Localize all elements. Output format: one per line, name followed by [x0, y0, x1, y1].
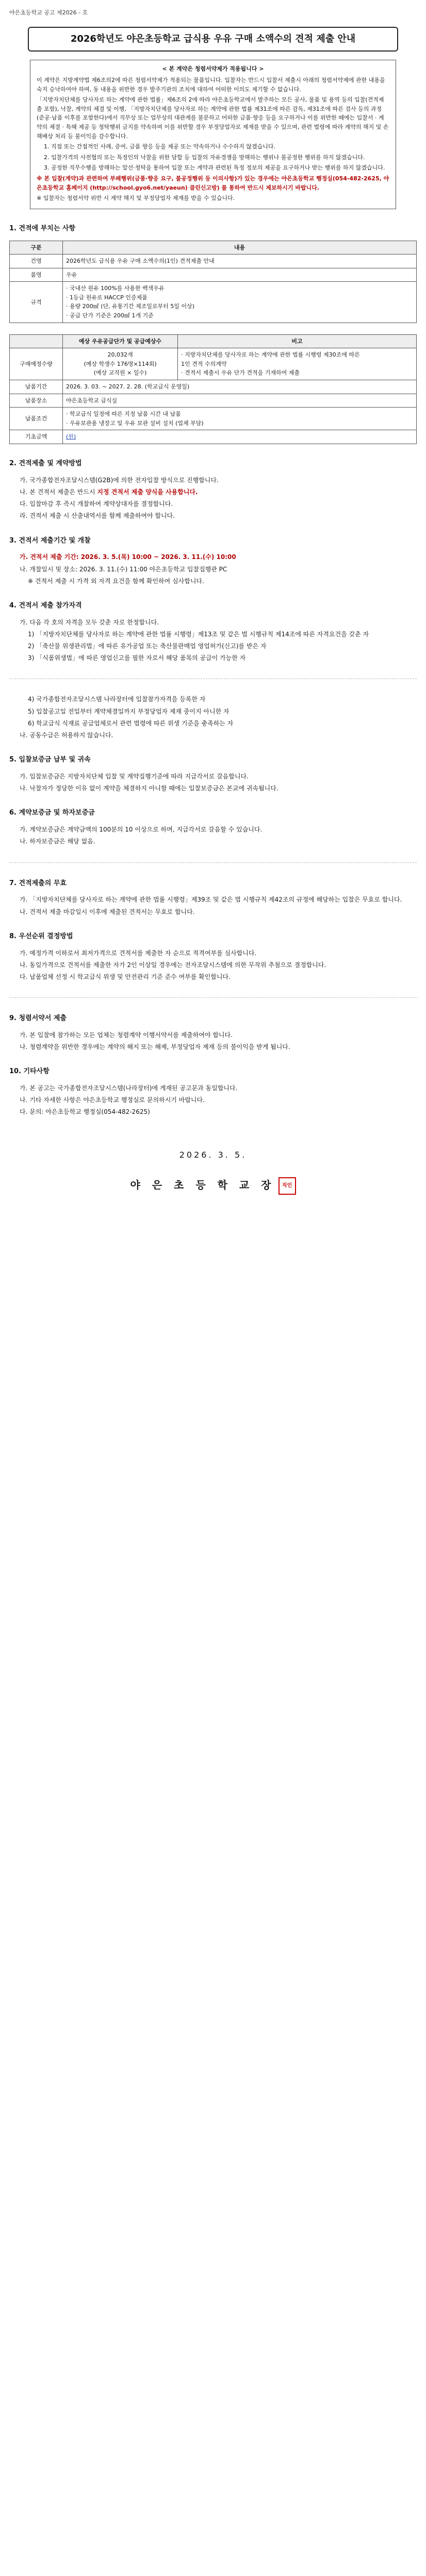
table-header: 비고	[178, 334, 417, 348]
notice-line: 1. 직접 또는 간접적인 사례, 증여, 금품 향응 등을 제공 또는 약속하거나 수수하지 않겠습니다.	[44, 143, 275, 150]
text-line: 가. 예정가격 이하로서 최저가격으로 견적서를 제출한 자 순으로 적격여부를 심사합니다.	[20, 949, 257, 957]
section-heading: 8. 우선순위 결정방법	[9, 932, 73, 940]
text-line: 다. 입찰마감 후 즉시 개찰하여 계약상대자를 결정합니다.	[20, 500, 173, 508]
table-header: 내용	[63, 241, 417, 255]
text-line: 가. 다음 각 호의 자격을 모두 갖춘 자로 한정합니다.	[20, 618, 159, 626]
table-row	[10, 380, 417, 394]
notice-date: 2026. 3. 5.	[179, 1149, 247, 1160]
notice-warning: ※ 본 입찰(계약)과 관련하여 부패행위(금품·향응 요구, 불공정행위 등 이의사항)가 있는 경우에는 야은초등학교 행정실(054-482-2625, 야은초등학교 홈페이지 (http://school.gyo6.net/yaeun) 클린신고방) 를 통하여 반드시 제보하시기 바랍니다.	[37, 175, 389, 191]
table-cell: · 지방자치단체를 당사자로 하는 계약에 관한 법률 시행령 제30조에 따른 1인 견적 수의계약 · 견적서 제출시 우유 단가 견적을 기재하여 제출	[178, 348, 417, 380]
text-line: 가. 본 입찰에 참가하는 모든 업체는 청렴계약 이행서약서를 제출하여야 합니다.	[20, 1031, 233, 1039]
page-break-divider	[9, 862, 417, 863]
page-break-divider	[9, 997, 417, 998]
section-heading: 2. 견적제출 및 계약방법	[9, 460, 82, 467]
table-cell: · 학교급식 일정에 따른 지정 납품 시간 내 납품 · 우유보관용 냉장고 및 우유 보관 설비 설치 (업체 부담)	[63, 408, 417, 430]
table-row	[10, 394, 417, 408]
text-line: 3) 「식품위생법」에 따른 영업신고를 필한 자로서 해당 품목의 공급이 가능한 자	[28, 654, 246, 662]
text-line: 2) 「축산물 위생관리법」에 따른 유가공업 또는 축산물판매업 영업허가(신고)를 받은 자	[28, 642, 267, 650]
text-line: 가. 「지방자치단체를 당사자로 하는 계약에 관한 법률 시행령」제39조 및 같은 법 시행규칙 제42조의 규정에 해당하는 입찰은 무효로 합니다.	[20, 896, 402, 904]
notice-line: 「지방자치단체를 당사자로 하는 계약에 관한 법률」제6조의 2에 따라 야은초등학교에서 발주하는 모든 공사, 물품 및 용역 등의 입찰(견적제출 포함), 낙찰, 계약의 체결 및 이행, 「지방자치단체를 당사자로 하는 계약에 관한 법률 제31조에 따른 감독, 제31조에 따른 검사 등의 과정(준공·납품 이후를 포함한다)에서 직무상 또는 업무상의 대관계를 불문하고 어떠한 금품·향응 등을 요구하거나 이를 위반한 때에는 입찰서 · 계약의 체결 · 특혜 제공 등 청탁행위 금지를 약속하며 이를 위반할 경우 부정당업자로 제재를 받을 수 있으며, 관련 법령에 따라 계약의 해지 및 손해배상 처리 등 불이익을 감수합니다.	[37, 96, 389, 140]
text-line: 라. 견적서 제출 시 산출내역서를 함께 제출하여야 합니다.	[20, 512, 175, 520]
price-table	[9, 334, 417, 444]
text-line: 나. 견적서 제출 마감일시 이후에 제출된 견적서는 무효로 합니다.	[20, 908, 195, 916]
table-row	[10, 408, 417, 430]
text-line: 다. 문의: 야은초등학교 행정실(054-482-2625)	[20, 1108, 150, 1116]
table-cell: 2026. 3. 03. ~ 2027. 2. 28. (학교급식 운영일)	[63, 380, 417, 394]
text-line: 나. 낙찰자가 정당한 이유 없이 계약을 체결하지 아니할 때에는 입찰보증금은 본교에 귀속됩니다.	[20, 785, 278, 792]
section-heading: 7. 견적제출의 무효	[9, 879, 67, 887]
notice-heading: < 본 계약은 청렴서약제가 적용됩니다 >	[162, 65, 264, 73]
notice-note: ※ 입찰자는 청렴서약 위반 시 계약 해지 및 부정당업자 제재를 받을 수 있습니다.	[37, 195, 235, 202]
text-line: 나. 하자보증금은 해당 없음.	[20, 838, 95, 845]
notice-line: 2. 입찰가격의 사전협의 또는 특정인의 낙찰을 위한 담합 등 입찰의 자유경쟁을 방해하는 행위나 불공정한 행위를 하지 않겠습니다.	[44, 154, 365, 161]
table-header: 예상 우유공급단가 및 공급예상수	[63, 334, 178, 348]
table-cell: 2026학년도 급식용 우유 구매 소액수의(1인) 견적제출 안내	[63, 255, 417, 268]
gov-header: 야은초등학교 공고 제2026 - 호	[9, 9, 88, 16]
text-line: 나. 본 견적서 제출은 반드시 지정 견적서 제출 양식을 사용합니다.	[20, 488, 198, 496]
table-row	[10, 255, 417, 268]
table-cell: 품명	[10, 268, 63, 282]
table-row	[10, 282, 417, 323]
text-line: 다. 납품업체 선정 시 학교급식 위생 및 안전관리 기준 준수 여부를 확인합니다.	[20, 973, 231, 980]
table-cell: 우유	[63, 268, 417, 282]
table-cell: 20,032개 (예상 학생수 176명×114회) (예상 교직원 × 일수)	[63, 348, 178, 380]
official-seal: 직인	[278, 1177, 296, 1195]
text-line: 4) 국가종합전자조달시스템 나라장터에 입찰참가자격을 등록한 자	[28, 696, 206, 703]
text-line: 나. 공동수급은 허용하지 않습니다.	[20, 732, 113, 739]
section-heading: 3. 견적서 제출기간 및 개찰	[9, 536, 91, 545]
table-cell: 구매예정수량	[10, 348, 63, 380]
section-heading: 9. 청렴서약서 제출	[9, 1014, 67, 1023]
table-header	[10, 334, 63, 348]
table-cell: 규격	[10, 282, 63, 323]
text-line: 나. 동일가격으로 견적서를 제출한 자가 2인 이상일 경우에는 전자조달시스템에 의한 무작위 추첨으로 결정합니다.	[20, 961, 326, 969]
table-row	[10, 348, 417, 380]
table-cell: 기초금액	[10, 430, 63, 444]
table-cell: 납품장소	[10, 394, 63, 408]
text-line: 가. 견적서 제출 기간: 2026. 3. 5.(목) 10:00 ~ 2026. 3. 11.(수) 10:00	[20, 553, 236, 561]
table-cell: · 국내산 원유 100%를 사용한 백색우유 · 1등급 원유로 HACCP 인증제품 · 용량 200㎖ (단, 유통기간 제조일로부터 5일 이상) · 공급 단가 기준은 200㎖ 1개 기준	[63, 282, 417, 323]
table-cell: 야은초등학교 급식실	[63, 394, 417, 408]
text-line: 5) 입찰공고일 전일부터 계약체결일까지 부정당업자 제재 중이지 아니한 자	[28, 707, 230, 715]
section-heading: 6. 계약보증금 및 하자보증금	[9, 809, 95, 817]
text-line: 6) 학교급식 식재료 공급업체로서 관련 법령에 따른 위생 기준을 충족하는 자	[28, 719, 234, 727]
text-line: ※ 견적서 제출 시 가격 외 자격 요건을 함께 확인하여 심사합니다.	[28, 577, 204, 585]
text-line: 나. 청렴계약을 위반한 경우에는 계약의 해지 또는 해제, 부정당업자 제재 등의 불이익을 받게 됩니다.	[20, 1043, 290, 1051]
text-line: 가. 입찰보증금은 지방자치단체 입찰 및 계약집행기준에 따라 지급각서로 갈음합니다.	[20, 773, 249, 780]
table-cell: 건명	[10, 255, 63, 268]
page-title: 2026학년도 야은초등학교 급식용 우유 구매 소액수의 견적 제출 안내	[28, 27, 398, 52]
text-line: 1) 「지방자치단체를 당사자로 하는 계약에 관한 법률 시행령」제13조 및 같은 법 시행규칙 제14조에 따른 자격요건을 갖춘 자	[28, 630, 369, 638]
notice-line: 이 계약은 지방계약법 제6조의2에 따른 청렴서약제가 적용되는 물품입니다. 입찰자는 반드시 입찰서 제출시 아래의 청렴서약제에 관한 내용을 숙지 승낙하여야 하며, 동 내용을 위반한 경우 발주기관의 조치에 대하여 어떠한 이의도 제기할 수 없습니다.	[37, 76, 385, 93]
spec-table	[9, 241, 417, 323]
section-heading: 10. 기타사항	[9, 1067, 50, 1076]
signer-name: 야 은 초 등 학 교 장 직인	[9, 1177, 417, 1195]
text-line: 가. 국가종합전자조달시스템(G2B)에 의한 전자입찰 방식으로 진행합니다.	[20, 476, 219, 484]
table-cell: (원)	[63, 430, 417, 444]
text-line: 나. 개찰일시 및 장소: 2026. 3. 11.(수) 11:00 야은초등학교 입찰집행관 PC	[20, 565, 227, 573]
table-cell: 납품조건	[10, 408, 63, 430]
table-row	[10, 268, 417, 282]
text-line: 가. 계약보증금은 계약금액의 100분의 10 이상으로 하며, 지급각서로 갈음할 수 있습니다.	[20, 826, 263, 834]
section-heading: 5. 입찰보증금 납부 및 귀속	[9, 756, 91, 764]
section-heading: 1. 견적에 부치는 사항	[9, 224, 76, 232]
table-cell: 납품기간	[10, 380, 63, 394]
text-line: 가. 본 공고는 국가종합전자조달시스템(나라장터)에 게재된 공고문과 동일합니다.	[20, 1084, 238, 1092]
notice-line: 3. 공정한 직무수행을 방해하는 알선·청탁을 통하여 입찰 또는 계약과 관련된 특정 정보의 제공을 요구하거나 받는 행위를 하지 않겠습니다.	[44, 164, 385, 172]
table-header: 구분	[10, 241, 63, 255]
emphasis-text: 지정 견적서 제출 양식을 사용합니다.	[97, 488, 198, 496]
integrity-notice	[30, 60, 396, 209]
text-line: 나. 기타 자세한 사항은 야은초등학교 행정실로 문의하시기 바랍니다.	[20, 1096, 205, 1104]
section-heading: 4. 견적서 제출 참가자격	[9, 601, 82, 609]
table-row	[10, 430, 417, 444]
